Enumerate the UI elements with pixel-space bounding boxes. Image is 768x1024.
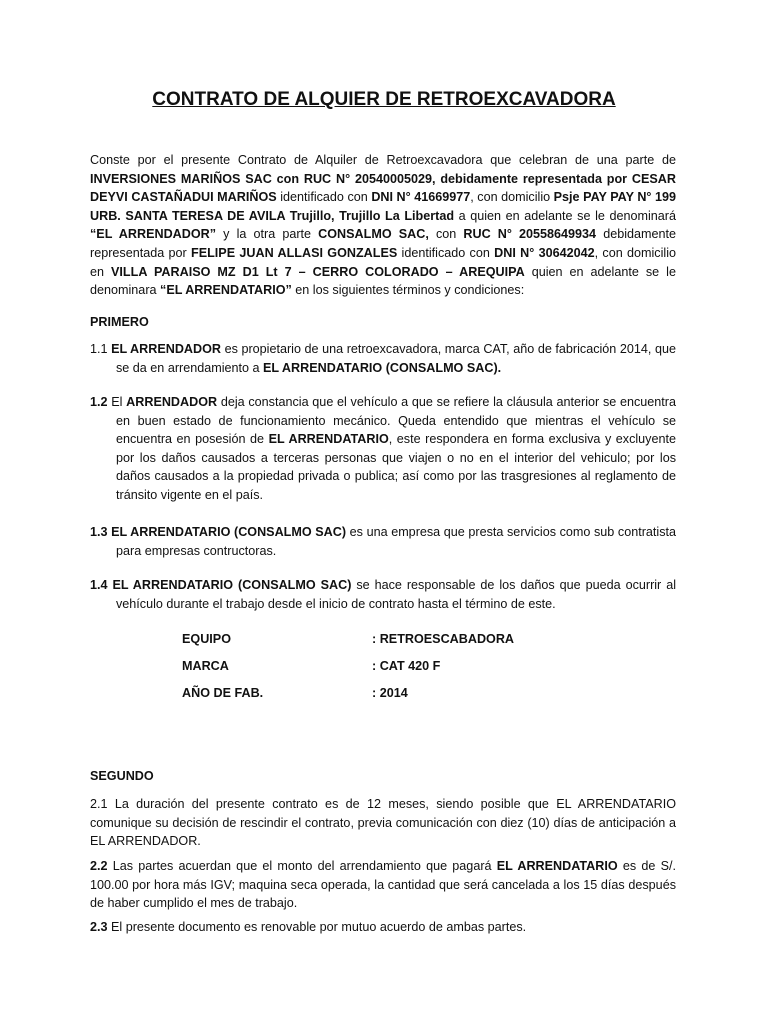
intro-paragraph [90,151,676,300]
clause-number: 1.2 [90,395,112,409]
intro-text: debidamente representada por [90,227,677,260]
clause-number: 1.3 [90,525,112,539]
clause-1-1 [90,340,676,377]
clause-text: se hace responsable de los daños que pueda ocurrir al vehículo durante el trabajo desde el inicio de contrato hasta el término de este. [116,578,677,611]
clause-1-3 [90,523,676,560]
spec-label: AÑO DE FAB. [182,686,264,700]
clause-number: 2.2 [90,859,108,873]
spec-label: EQUIPO [182,632,231,646]
clause-number: 1.4 [90,578,113,592]
intro-text: a quien en adelante se le denominará [454,208,676,223]
clause-text: es una empresa que presta servicios como sub contratista para empresas contructoras. [116,525,677,558]
intro-text: identificado con [397,245,495,260]
intro-text: con [428,227,464,242]
clause-bold: EL ARRENDATARIO [268,432,389,447]
intro-text: , con domicilio en [90,245,676,279]
clause-text: El presente documento es renovable por mutuo acuerdo de ambas partes. [107,920,527,934]
clause-bold: ARRENDADOR [126,395,218,409]
clause-bold: EL ARRENDATARIO [496,859,618,873]
intro-dni-2: DNI N° 30642042 [494,245,595,260]
spec-value: : CAT 420 F [372,659,441,673]
intro-text: , con domicilio [470,190,554,205]
clause-number: 2.3 [90,920,108,934]
clause-text: El [111,395,127,409]
intro-party-2: CONSALMO SAC, [318,227,429,242]
section-heading-primero: PRIMERO [90,315,149,329]
intro-text: y la otra parte [216,227,319,242]
spec-label: MARCA [182,659,229,673]
intro-ruc-2: RUC N° 20558649934 [463,227,597,242]
clause-1-4 [90,576,676,613]
clause-text: es propietario de una retroexcavadora, marca CAT, año de fabricación 2014, que se da en arrendamiento a [116,342,676,375]
intro-text: quien en adelante se le denominara [90,264,676,298]
clause-number: 1.1 [90,342,112,356]
clause-2-2 [90,857,676,913]
intro-representative-2: FELIPE JUAN ALLASI GONZALES [191,245,398,260]
clause-text: 2.1 La duración del presente contrato es de 12 meses, siendo posible que EL ARRENDATARIO comunique su decisión de rescindir el contrato, previa comunicación con diez (10) días de anticipación a EL ARRENDADOR. [90,797,676,849]
intro-dni-1: DNI N° 41669977 [371,190,471,205]
intro-text: en los siguientes términos y condiciones: [291,283,525,298]
clause-bold: EL ARRENDADOR [111,342,222,356]
clause-1-2 [90,393,676,505]
clause-text: , este respondera en forma exclusiva y excluyente por los daños causados a terceras personas que viajen o no en el interior del vehiculo; por los daños causados a la propiedad privada o publica; así como por las trasgresiones al reglamento de tránsito vigente en el país. [116,432,676,502]
clause-2-3 [90,918,676,937]
clause-bold: EL ARRENDATARIO (CONSALMO SAC) [111,525,347,539]
clause-bold: EL ARRENDATARIO (CONSALMO SAC). [263,360,502,375]
intro-arrendador-label: “EL ARRENDADOR” [90,227,217,242]
clause-text: Las partes acuerdan que el monto del arrendamiento que pagará [107,859,497,873]
spec-value: : 2014 [372,686,408,700]
clause-2-1 [90,795,676,851]
clause-text: es de S/. 100.00 por hora más IGV; maquina seca operada, la cantidad que será cancelada a los 15 días después de haber cumplido el mes de trabajo. [90,859,676,911]
section-heading-segundo: SEGUNDO [90,769,154,783]
intro-address-1: Psje PAY PAY N° 199 URB. SANTA TERESA DE AVILA Trujillo, Trujillo La Libertad [90,190,677,223]
clause-text: deja constancia que el vehículo a que se refiere la cláusula anterior se encuentra en buen estado de funcionamiento mecánico. Queda entendido que mientras el vehículo se encuentra en posesión de [116,395,676,447]
intro-arrendatario-label: “EL ARRENDATARIO” [160,283,292,298]
intro-address-2: VILLA PARAISO MZ D1 Lt 7 – CERRO COLORADO – AREQUIPA [111,264,525,279]
document-title: CONTRATO DE ALQUIER DE RETROEXCAVADORA [152,89,616,110]
intro-text: identificado con [276,190,372,205]
clause-bold: EL ARRENDATARIO (CONSALMO SAC) [112,578,352,592]
intro-party-1: INVERSIONES MARIÑOS SAC con RUC N° 20540005029, debidamente representada por CESAR DEYVI CASTAÑADUI MARIÑOS [90,171,676,205]
spec-value: : RETROESCABADORA [372,632,515,646]
intro-text: Conste por el presente Contrato de Alquiler de Retroexcavadora que celebran de una parte de [90,153,676,167]
